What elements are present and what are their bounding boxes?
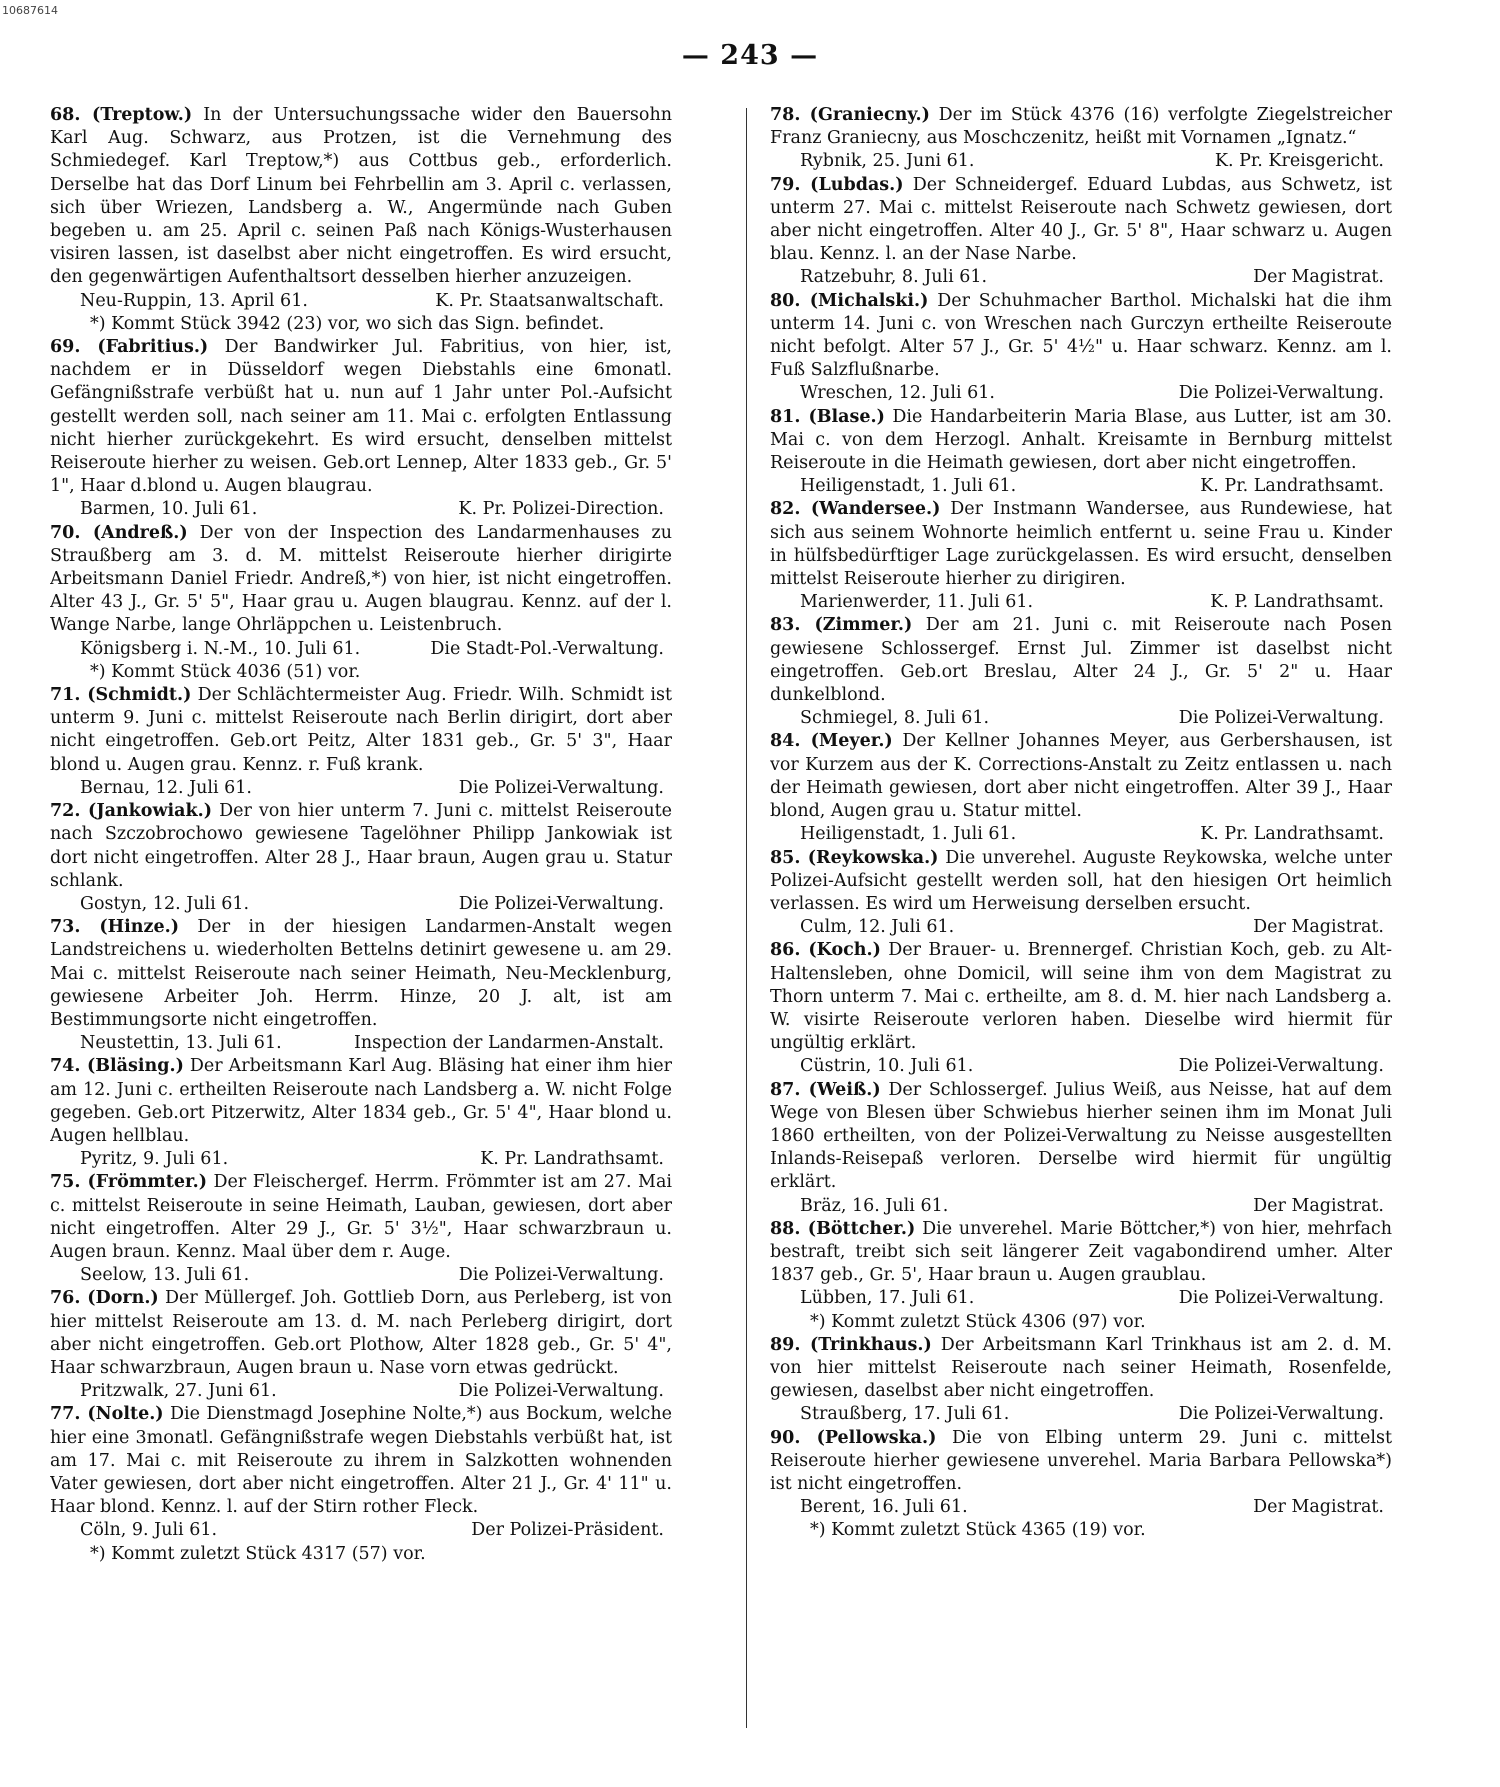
notice-signature [50, 777, 672, 800]
notice-entry [50, 1287, 672, 1403]
footnote: *) Kommt zuletzt Stück 4317 (57) vor. [90, 1543, 426, 1564]
notice-heading: 87. (Weiß.) [770, 1079, 881, 1100]
notice-signature [50, 638, 672, 661]
notice-entry [50, 1403, 672, 1565]
notice-text [50, 684, 672, 777]
notice-heading: 71. (Schmidt.) [50, 685, 192, 706]
issue-place-date: Ratzebuhr, 8. Juli 61. [800, 267, 988, 288]
issuing-office: Die Polizei-Verwaltung. [458, 893, 664, 914]
notice-heading: 83. (Zimmer.) [770, 615, 913, 636]
issue-place-date: Pritzwalk, 27. Juni 61. [80, 1381, 277, 1402]
notice-signature [770, 150, 1392, 173]
notice-signature [770, 1287, 1392, 1310]
footnote: *) Kommt Stück 3942 (23) vor, wo sich das Sign. befindet. [90, 313, 605, 334]
notice-entry [50, 336, 672, 522]
notice-entry [50, 1171, 672, 1287]
issue-place-date: Bernau, 12. Juli 61. [80, 777, 252, 798]
issue-place-date: Barmen, 10. Juli 61. [80, 499, 258, 520]
notice-text [50, 522, 672, 638]
issue-place-date: Seelow, 13. Juli 61. [80, 1265, 250, 1286]
scan-id: 10687614 [2, 4, 58, 17]
issuing-office: Die Polizei-Verwaltung. [458, 777, 664, 798]
notice-text [770, 1427, 1392, 1497]
notice-entry [770, 174, 1392, 290]
notice-entry [770, 1079, 1392, 1218]
notice-entry [770, 1334, 1392, 1427]
notice-entry [770, 498, 1392, 614]
notice-body: Der Brauer- u. Brennergef. Christian Koch, geb. zu Alt-Haltensleben, ohne Domicil, will seine ihm von dem Magistrat zu Thorn unterm 7. Mai c. ertheilte, am 8. d. M. hier nach Landsberg a. W. visirte Reiseroute verloren haben. Dieselbe wird hiermit für ungültig erklärt. [770, 940, 1392, 1054]
issuing-office: Die Polizei-Verwaltung. [1178, 1288, 1384, 1309]
notice-heading: 75. (Frömmter.) [50, 1172, 207, 1193]
notice-heading: 90. (Pellowska.) [770, 1427, 937, 1448]
issue-place-date: Gostyn, 12. Juli 61. [80, 893, 250, 914]
notice-body: Die unverehel. Marie Böttcher,*) von hier, mehrfach bestraft, treibt sich seit längerer Zeit vagabondirend umher. Alter 1837 geb., Gr. 5', Haar braun u. Augen graublau. [770, 1218, 1392, 1286]
issue-place-date: Heiligenstadt, 1. Juli 61. [800, 476, 1017, 497]
page-number: — 243 — [681, 40, 819, 71]
issuing-office: Die Polizei-Verwaltung. [1178, 383, 1384, 404]
notice-signature [50, 1519, 672, 1542]
issuing-office: Inspection der Landarmen-Anstalt. [353, 1033, 664, 1054]
issuing-office: Der Magistrat. [1253, 917, 1384, 938]
notice-signature [770, 591, 1392, 614]
notice-entry [770, 1427, 1392, 1543]
notice-signature [770, 823, 1392, 846]
notice-signature [50, 290, 672, 313]
notice-entry [50, 522, 672, 684]
notice-heading: 74. (Bläsing.) [50, 1056, 184, 1077]
left-column [50, 104, 672, 1764]
notice-entry [770, 290, 1392, 406]
notice-entry [50, 684, 672, 800]
notice-signature [50, 1380, 672, 1403]
column-divider [746, 108, 747, 1728]
notice-signature [770, 916, 1392, 939]
notice-heading: 68. (Treptow.) [50, 105, 193, 125]
issue-place-date: Pyritz, 9. Juli 61. [80, 1149, 229, 1170]
issue-place-date: Cöln, 9. Juli 61. [80, 1520, 218, 1541]
issuing-office: Die Polizei-Verwaltung. [458, 1265, 664, 1286]
notice-text [50, 336, 672, 498]
notice-body: Der Schuhmacher Barthol. Michalski hat die ihm unterm 14. Juni c. von Wreschen nach Gurczyn ertheilte Reiseroute nicht befolgt. Alter 57 J., Gr. 5' 4½" u. Haar schwarz. Kennz. am l. Fuß Salzflußnarbe. [770, 290, 1392, 381]
notice-heading: 89. (Trinkhaus.) [770, 1334, 932, 1355]
notice-text [770, 1218, 1392, 1288]
notice-entry [50, 104, 672, 336]
notice-body: Die Dienstmagd Josephine Nolte,*) aus Bockum, welche hier eine 3monatl. Gefängnißstrafe wegen Diebstahls verbüßt hat, ist am 17. Mai c. mit Reiseroute zu ihrem in Salzkotten wohnenden Vater gewiesen, dort aber nicht eingetroffen. Alter 21 J., Gr. 4' 11" u. Haar blond. Kennz. l. auf der Stirn rother Fleck. [50, 1404, 672, 1518]
notice-signature [50, 893, 672, 916]
notice-signature [50, 498, 672, 521]
issuing-office: Die Stadt-Pol.-Verwaltung. [430, 638, 664, 659]
notice-signature [770, 266, 1392, 289]
footnote: *) Kommt zuletzt Stück 4365 (19) vor. [810, 1520, 1146, 1541]
notice-body: Der Arbeitsmann Karl Aug. Bläsing hat einer ihm hier am 12. Juni c. ertheilten Reiseroute nach Landsberg a. W. nicht Folge gegeben. Geb.ort Pitzerwitz, Alter 1834 geb., Gr. 5' 4", Haar blond u. Augen hellblau. [50, 1056, 672, 1146]
issue-place-date: Bräz, 16. Juli 61. [800, 1195, 949, 1216]
issuing-office: Die Polizei-Verwaltung. [458, 1381, 664, 1402]
notice-heading: 79. (Lubdas.) [770, 174, 904, 195]
notice-body: Der am 21. Juni c. mit Reiseroute nach Posen gewiesene Schlossergef. Ernst Jul. Zimmer ist daselbst nicht eingetroffen. Geb.ort Breslau, Alter 24 J., Gr. 5' 2" u. Haar dunkelblond. [770, 615, 1392, 706]
notice-text [770, 847, 1392, 917]
issue-place-date: Rybnik, 25. Juni 61. [800, 151, 975, 172]
notice-body: Der Bandwirker Jul. Fabritius, von hier, ist, nachdem er in Düsseldorf wegen Diebstahls eine 6monatl. Gefängnißstrafe verbüßt hat u. nun auf 1 Jahr unter Pol.-Aufsicht gestellt werden soll, nach seiner am 11. Mai c. erfolgten Entlassung nicht hierher zurückgekehrt. Es wird ersucht, denselben mittelst Reiseroute hierher zu weisen. Geb.ort Lennep, Alter 1833 geb., Gr. 5' 1", Haar d.blond u. Augen blaugrau. [50, 337, 672, 497]
notice-text [770, 939, 1392, 1055]
issue-place-date: Lübben, 17. Juli 61. [800, 1288, 975, 1309]
notice-entry [770, 614, 1392, 730]
notice-body: Der Kellner Johannes Meyer, aus Gerbershausen, ist vor Kurzem aus der K. Corrections-Anstalt zu Zeitz entlassen u. nach der Heimath gewiesen, dort aber nicht eingetroffen. Alter 39 J., Haar blond, Augen grau u. Statur mittel. [770, 731, 1392, 822]
issue-place-date: Cüstrin, 10. Juli 61. [800, 1056, 974, 1077]
issuing-office: K. P. Landrathsamt. [1210, 592, 1384, 613]
notice-heading: 88. (Böttcher.) [770, 1218, 916, 1239]
issue-place-date: Berent, 16. Juli 61. [800, 1497, 968, 1518]
issuing-office: Der Polizei-Präsident. [471, 1520, 664, 1541]
notice-body: Der im Stück 4376 (16) verfolgte Ziegelstreicher Franz Graniecny, aus Moschczenitz, heißt mit Vornamen „Ignatz.“ [770, 105, 1392, 149]
notice-body: Der Instmann Wandersee, aus Rundewiese, hat sich aus seinem Wohnorte heimlich entfernt u. seine Frau u. Kinder in hülfsbedürftiger Lage zurückgelassen. Es wird ersucht, denselben mittelst Reiseroute hierher zu dirigiren. [770, 499, 1392, 590]
notice-heading: 78. (Graniecny.) [770, 105, 930, 125]
issue-place-date: Straußberg, 17. Juli 61. [800, 1404, 1010, 1425]
notice-text [770, 1334, 1392, 1404]
notice-text [770, 174, 1392, 267]
issuing-office: K. Pr. Landrathsamt. [1200, 476, 1384, 497]
notice-signature [50, 1264, 672, 1287]
issuing-office: K. Pr. Polizei-Direction. [458, 499, 664, 520]
notice-body: In der Untersuchungssache wider den Bauersohn Karl Aug. Schwarz, aus Protzen, ist die Vernehmung des Schmiedegef. Karl Treptow,*) aus Cottbus geb., erforderlich. Derselbe hat das Dorf Linum bei Fehrbellin am 3. April c. verlassen, sich über Wriezen, Landsberg a. W., Angermünde nach Guben begeben u. am 25. April c. seinen Paß nach Königs-Wusterhausen visiren lassen, ist daselbst aber nicht eingetroffen. Es wird ersucht, den gegenwärtigen Aufenthaltsort desselben hierher anzuzeigen. [50, 105, 672, 288]
notice-text [770, 104, 1392, 150]
notice-text [770, 614, 1392, 707]
issue-place-date: Königsberg i. N.-M., 10. Juli 61. [80, 638, 361, 659]
issuing-office: Die Polizei-Verwaltung. [1178, 708, 1384, 729]
notice-body: Der Müllergef. Joh. Gottlieb Dorn, aus Perleberg, ist von hier mittelst Reiseroute am 13. d. M. nach Perleberg dirigirt, dort aber nicht eingetroffen. Geb.ort Plothow, Alter 1828 geb., Gr. 5' 4", Haar schwarzbraun, Augen braun u. Nase vorn etwas gedrückt. [50, 1288, 672, 1378]
notice-heading: 70. (Andreß.) [50, 522, 188, 543]
right-column [770, 104, 1392, 1764]
issuing-office: Der Magistrat. [1253, 1195, 1384, 1216]
notice-body: Der in der hiesigen Landarmen-Anstalt wegen Landstreichens u. wiederholten Bettelns detinirt gewesene u. am 29. Mai c. mittelst Reiseroute nach seiner Heimath, Neu-Mecklenburg, gewiesene Arbeiter Joh. Herrm. Hinze, 20 J. alt, ist am Bestimmungsorte nicht eingetroffen. [50, 917, 672, 1030]
issue-place-date: Heiligenstadt, 1. Juli 61. [800, 824, 1017, 845]
footnote: *) Kommt Stück 4036 (51) vor. [90, 661, 361, 682]
notice-text [770, 290, 1392, 383]
notice-heading: 77. (Nolte.) [50, 1404, 164, 1425]
notice-heading: 80. (Michalski.) [770, 290, 929, 311]
issuing-office: K. Pr. Landrathsamt. [1200, 824, 1384, 845]
issuing-office: Die Polizei-Verwaltung. [1178, 1056, 1384, 1077]
notice-entry [770, 730, 1392, 846]
notice-heading: 81. (Blase.) [770, 406, 885, 427]
issue-place-date: Neustettin, 13. Juli 61. [80, 1033, 282, 1054]
notice-entry [770, 1218, 1392, 1334]
notice-body: Der von hier unterm 7. Juni c. mittelst Reiseroute nach Szczobrochowo gewiesene Tagelöhner Philipp Jankowiak ist dort nicht eingetroffen. Alter 28 J., Haar braun, Augen grau u. Statur schlank. [50, 801, 672, 891]
notice-text [50, 1055, 672, 1148]
notice-text [50, 1171, 672, 1264]
notice-heading: 73. (Hinze.) [50, 917, 179, 938]
notice-entry [770, 939, 1392, 1078]
notice-entry [770, 406, 1392, 499]
notice-signature [770, 1496, 1392, 1519]
notice-signature [770, 707, 1392, 730]
notice-entry [770, 104, 1392, 174]
notice-entry [50, 800, 672, 916]
notice-text [770, 498, 1392, 591]
notice-body: Der Schlächtermeister Aug. Friedr. Wilh. Schmidt ist unterm 9. Juni c. mittelst Reiseroute nach Berlin dirigirt, dort aber nicht eingetroffen. Geb.ort Peitz, Alter 1831 geb., Gr. 5' 3", Haar blond u. Augen grau. Kennz. r. Fuß krank. [50, 685, 672, 775]
notice-body: Die von Elbing unterm 29. Juni c. mittelst Reiseroute hierher gewiesene unverehel. Maria Barbara Pellowska*) ist nicht eingetroffen. [770, 1427, 1392, 1494]
notice-body: Der Arbeitsmann Karl Trinkhaus ist am 2. d. M. von hier mittelst Reiseroute nach seiner Heimath, Rosenfelde, gewiesen, daselbst aber nicht eingetroffen. [770, 1334, 1392, 1402]
issuing-office: K. Pr. Landrathsamt. [480, 1149, 664, 1170]
notice-signature [770, 1195, 1392, 1218]
issuing-office: Die Polizei-Verwaltung. [1178, 1404, 1384, 1425]
notice-text [770, 730, 1392, 823]
notice-signature [770, 1403, 1392, 1426]
notice-heading: 82. (Wandersee.) [770, 499, 941, 520]
notice-body: Die Handarbeiterin Maria Blase, aus Lutter, ist am 30. Mai c. von dem Herzogl. Anhalt. Kreisamte in Bernburg mittelst Reiseroute in die Heimath gewiesen, dort aber nicht eingetroffen. [770, 406, 1392, 474]
notice-heading: 76. (Dorn.) [50, 1288, 159, 1309]
notice-text [770, 1079, 1392, 1195]
footnote: *) Kommt zuletzt Stück 4306 (97) vor. [810, 1311, 1146, 1332]
issuing-office: K. Pr. Staatsanwaltschaft. [435, 290, 664, 311]
notice-signature [770, 382, 1392, 405]
notice-body: Der Fleischergef. Herrm. Frömmter ist am 27. Mai c. mittelst Reiseroute in seine Heimath, Lauban, gewiesen, dort aber nicht eingetroffen. Alter 29 J., Gr. 5' 3½", Haar schwarzbraun u. Augen braun. Kennz. Maal über dem r. Auge. [50, 1172, 672, 1262]
notice-heading: 86. (Koch.) [770, 940, 881, 961]
issue-place-date: Marienwerder, 11. Juli 61. [800, 592, 1034, 613]
notice-text [50, 104, 672, 290]
issue-place-date: Wreschen, 12. Juli 61. [800, 383, 995, 404]
issue-place-date: Schmiegel, 8. Juli 61. [800, 708, 990, 729]
notice-heading: 72. (Jankowiak.) [50, 801, 213, 822]
notice-entry [50, 1055, 672, 1171]
notice-body: Der von der Inspection des Landarmenhauses zu Straußberg am 3. d. M. mittelst Reiseroute hierher dirigirte Arbeitsmann Daniel Friedr. Andreß,*) von hier, ist nicht eingetroffen. Alter 43 J., Gr. 5' 5", Haar grau u. Augen blaugrau. Kennz. auf der l. Wange Narbe, lange Ohrläppchen u. Leistenbruch. [50, 522, 672, 636]
notice-signature [50, 1032, 672, 1055]
issue-place-date: Culm, 12. Juli 61. [800, 917, 955, 938]
issuing-office: K. Pr. Kreisgericht. [1214, 151, 1384, 172]
notice-entry [770, 847, 1392, 940]
notice-heading: 84. (Meyer.) [770, 731, 893, 752]
notice-heading: 69. (Fabritius.) [50, 337, 209, 358]
notice-heading: 85. (Reykowska.) [770, 847, 939, 868]
issuing-office: Der Magistrat. [1253, 1497, 1384, 1518]
notice-text [50, 916, 672, 1032]
notice-entry [50, 916, 672, 1055]
notice-body: Der Schneidergef. Eduard Lubdas, aus Schwetz, ist unterm 27. Mai c. mittelst Reiseroute nach Schwetz gewiesen, dort aber nicht eingetroffen. Alter 40 J., Gr. 5' 8", Haar schwarz u. Augen blau. Kennz. l. an der Nase Narbe. [770, 174, 1392, 265]
notice-signature [770, 475, 1392, 498]
issuing-office: Der Magistrat. [1253, 267, 1384, 288]
notice-text [50, 1403, 672, 1519]
notice-signature [50, 1148, 672, 1171]
notice-text [50, 1287, 672, 1380]
issue-place-date: Neu-Ruppin, 13. April 61. [80, 290, 308, 311]
notice-body: Der Schlossergef. Julius Weiß, aus Neisse, hat auf dem Wege von Blesen über Schwiebus hierher seinen ihm im Monat Juli 1860 ertheilten, von der Polizei-Verwaltung zu Neisse ausgestellten Inlands-Reisepaß verloren. Derselbe wird hiermit für ungültig erklärt. [770, 1079, 1392, 1193]
notice-body: Die unverehel. Auguste Reykowska, welche unter Polizei-Aufsicht gestellt werden soll, hat den hiesigen Ort heimlich verlassen. Es wird um Herweisung derselben ersucht. [770, 847, 1392, 914]
notice-signature [770, 1055, 1392, 1078]
notice-text [770, 406, 1392, 476]
notice-text [50, 800, 672, 893]
